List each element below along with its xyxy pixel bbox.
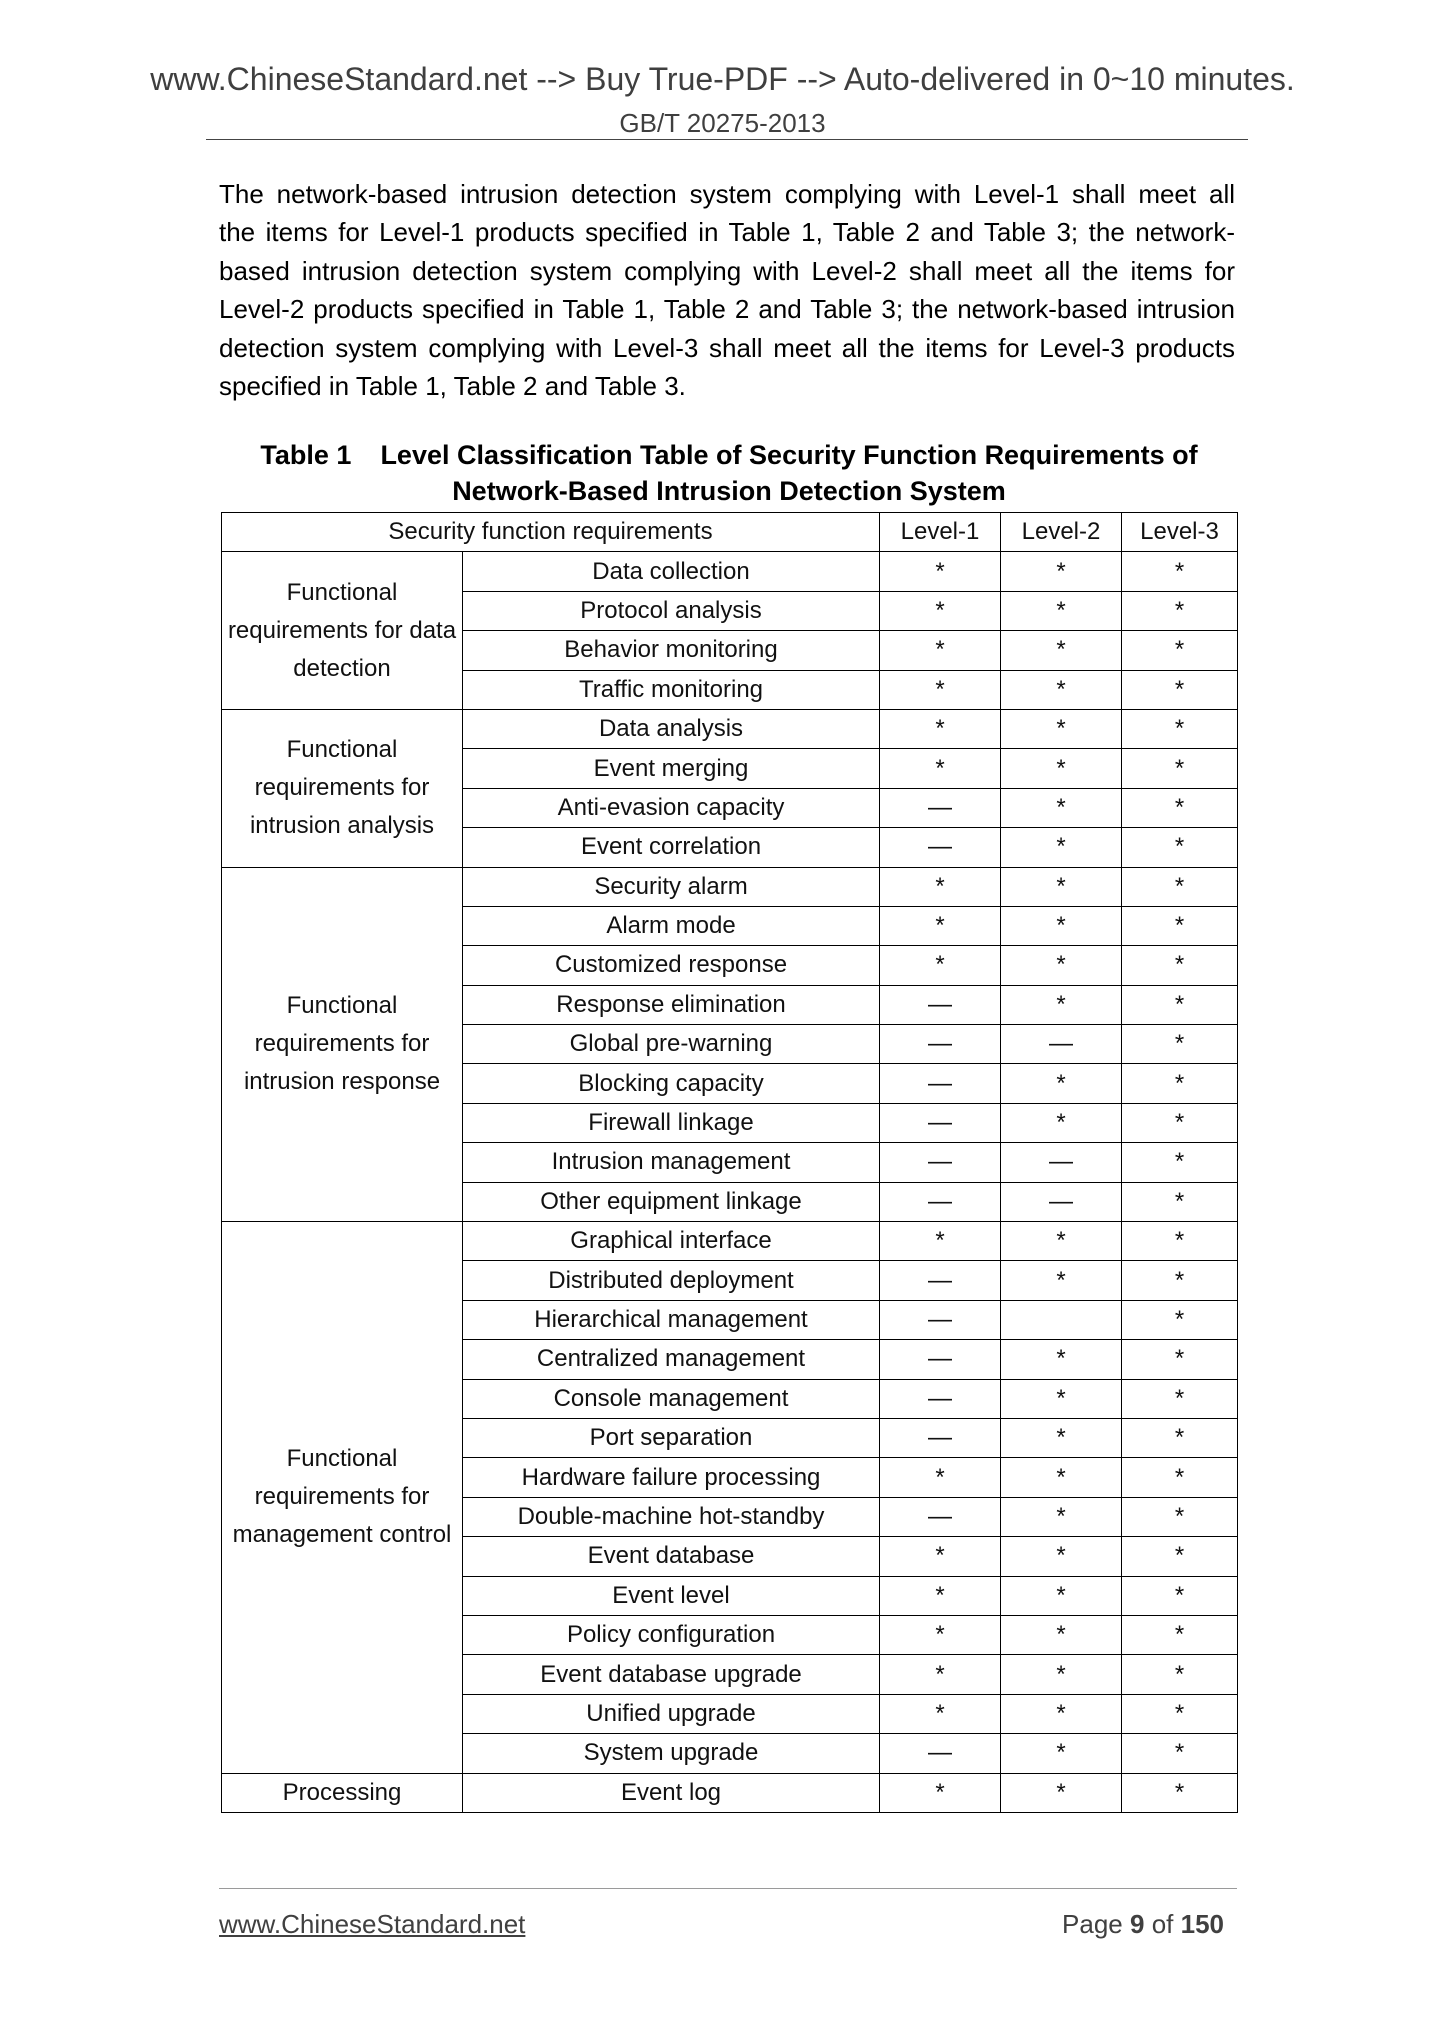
level-3-cell: * xyxy=(1122,1103,1238,1142)
level-1-cell: * xyxy=(880,1694,1001,1733)
level-3-cell: * xyxy=(1122,1537,1238,1576)
level-2-cell: — xyxy=(1001,1025,1122,1064)
requirement-item-cell: Behavior monitoring xyxy=(463,631,880,670)
level-2-cell: * xyxy=(1001,1576,1122,1615)
requirement-item-cell: Double-machine hot-standby xyxy=(463,1497,880,1536)
level-1-cell: — xyxy=(880,1340,1001,1379)
requirements-table xyxy=(221,512,1238,1813)
level-2-cell: * xyxy=(1001,1064,1122,1103)
intro-line: the items for Level-1 products specified in Table 1, Table 2 and Table 3; the network- xyxy=(219,217,1235,248)
requirement-item-cell: Hardware failure processing xyxy=(463,1458,880,1497)
level-2-cell: * xyxy=(1001,1261,1122,1300)
requirement-item-cell: Alarm mode xyxy=(463,906,880,945)
level-2-cell: * xyxy=(1001,1497,1122,1536)
column-header-requirements: Security function requirements xyxy=(222,513,880,552)
table-caption-line-1 xyxy=(221,437,1237,473)
level-1-cell: * xyxy=(880,709,1001,748)
level-1-cell: * xyxy=(880,1222,1001,1261)
level-1-cell: * xyxy=(880,906,1001,945)
level-3-cell: * xyxy=(1122,591,1238,630)
page-of: of xyxy=(1151,1909,1174,1939)
footer-site-link[interactable]: www.ChineseStandard.net xyxy=(219,1909,526,1939)
level-2-cell: * xyxy=(1001,591,1122,630)
category-cell: Functional requirements for intrusion analysis xyxy=(222,709,463,867)
requirement-item-cell: Unified upgrade xyxy=(463,1694,880,1733)
table-caption xyxy=(221,437,1237,509)
requirement-item-cell: Protocol analysis xyxy=(463,591,880,630)
level-1-cell: * xyxy=(880,1655,1001,1694)
level-3-cell: * xyxy=(1122,1497,1238,1536)
category-cell: Processing xyxy=(222,1773,463,1812)
level-3-cell: * xyxy=(1122,828,1238,867)
category-cell: Functional requirements for intrusion response xyxy=(222,867,463,1222)
requirement-item-cell: Distributed deployment xyxy=(463,1261,880,1300)
level-1-cell: — xyxy=(880,1418,1001,1457)
intro-line: Level-2 products specified in Table 1, Table 2 and Table 3; the network-based intrusion xyxy=(219,294,1235,325)
level-2-cell: * xyxy=(1001,1379,1122,1418)
intro-line: based intrusion detection system complying with Level-2 shall meet all the items for xyxy=(219,255,1235,286)
level-2-cell: * xyxy=(1001,1615,1122,1654)
level-2-cell: * xyxy=(1001,709,1122,748)
requirement-item-cell: Intrusion management xyxy=(463,1143,880,1182)
requirement-item-cell: Centralized management xyxy=(463,1340,880,1379)
level-1-cell: — xyxy=(880,985,1001,1024)
table-header-row xyxy=(222,513,1238,552)
footer-divider xyxy=(219,1888,1237,1889)
requirement-item-cell: Event database upgrade xyxy=(463,1655,880,1694)
level-2-cell: * xyxy=(1001,1222,1122,1261)
column-header-level-1: Level-1 xyxy=(880,513,1001,552)
requirement-item-cell: Event merging xyxy=(463,749,880,788)
level-1-cell: * xyxy=(880,591,1001,630)
level-1-cell: * xyxy=(880,867,1001,906)
level-3-cell: * xyxy=(1122,1261,1238,1300)
level-2-cell: * xyxy=(1001,749,1122,788)
level-3-cell: * xyxy=(1122,1694,1238,1733)
requirement-item-cell: Graphical interface xyxy=(463,1222,880,1261)
level-3-cell: * xyxy=(1122,709,1238,748)
requirement-item-cell: Firewall linkage xyxy=(463,1103,880,1142)
level-1-cell: * xyxy=(880,1458,1001,1497)
category-cell: Functional requirements for management control xyxy=(222,1222,463,1773)
requirement-item-cell: Event log xyxy=(463,1773,880,1812)
table-row xyxy=(222,709,1238,748)
requirement-item-cell: Hierarchical management xyxy=(463,1300,880,1339)
level-2-cell: * xyxy=(1001,1734,1122,1773)
table-caption-line-2: Network-Based Intrusion Detection System xyxy=(452,476,1006,506)
level-2-cell: * xyxy=(1001,946,1122,985)
intro-line: detection system complying with Level-3 shall meet all the items for Level-3 products xyxy=(219,332,1235,363)
level-2-cell: — xyxy=(1001,1182,1122,1221)
level-1-cell: — xyxy=(880,1379,1001,1418)
level-3-cell: * xyxy=(1122,631,1238,670)
level-3-cell: * xyxy=(1122,1615,1238,1654)
level-2-cell: * xyxy=(1001,1694,1122,1733)
requirement-item-cell: Event correlation xyxy=(463,828,880,867)
level-2-cell: * xyxy=(1001,828,1122,867)
level-1-cell: — xyxy=(880,828,1001,867)
level-3-cell: * xyxy=(1122,1222,1238,1261)
page-number: 9 xyxy=(1129,1909,1145,1939)
level-3-cell: * xyxy=(1122,867,1238,906)
level-3-cell: * xyxy=(1122,1379,1238,1418)
page-indicator xyxy=(1062,1908,1224,1940)
requirement-item-cell: Other equipment linkage xyxy=(463,1182,880,1221)
table-row xyxy=(222,552,1238,591)
requirement-item-cell: Security alarm xyxy=(463,867,880,906)
level-2-cell: * xyxy=(1001,1773,1122,1812)
header-divider xyxy=(206,139,1248,140)
level-1-cell: — xyxy=(880,1497,1001,1536)
level-1-cell: — xyxy=(880,1734,1001,1773)
table-caption-label: Table 1 xyxy=(260,440,352,470)
level-3-cell: * xyxy=(1122,1340,1238,1379)
level-1-cell: — xyxy=(880,1182,1001,1221)
table-row xyxy=(222,1222,1238,1261)
table-row xyxy=(222,867,1238,906)
level-3-cell: * xyxy=(1122,1655,1238,1694)
category-cell: Functional requirements for data detection xyxy=(222,552,463,710)
level-2-cell: * xyxy=(1001,631,1122,670)
table-body xyxy=(222,552,1238,1813)
document-code: GB/T 20275-2013 xyxy=(619,108,826,138)
level-3-cell: * xyxy=(1122,1025,1238,1064)
header-title[interactable]: www.ChineseStandard.net --> Buy True-PDF --> Auto-delivered in 0~10 minutes. xyxy=(150,61,1295,97)
level-1-cell: * xyxy=(880,670,1001,709)
requirement-item-cell: Global pre-warning xyxy=(463,1025,880,1064)
level-1-cell: * xyxy=(880,1615,1001,1654)
level-3-cell: * xyxy=(1122,1182,1238,1221)
requirement-item-cell: Console management xyxy=(463,1379,880,1418)
level-2-cell: * xyxy=(1001,985,1122,1024)
level-3-cell: * xyxy=(1122,906,1238,945)
requirement-item-cell: Response elimination xyxy=(463,985,880,1024)
level-3-cell: * xyxy=(1122,552,1238,591)
requirement-item-cell: Blocking capacity xyxy=(463,1064,880,1103)
level-1-cell: * xyxy=(880,552,1001,591)
level-1-cell: — xyxy=(880,1300,1001,1339)
level-2-cell: * xyxy=(1001,867,1122,906)
table-row xyxy=(222,1773,1238,1812)
level-3-cell: * xyxy=(1122,1300,1238,1339)
level-2-cell xyxy=(1001,1300,1122,1339)
level-1-cell: * xyxy=(880,631,1001,670)
requirement-item-cell: Event level xyxy=(463,1576,880,1615)
requirement-item-cell: System upgrade xyxy=(463,1734,880,1773)
level-3-cell: * xyxy=(1122,788,1238,827)
level-1-cell: — xyxy=(880,1103,1001,1142)
intro-line: The network-based intrusion detection system complying with Level-1 shall meet all xyxy=(219,179,1235,209)
table-caption-title: Level Classification Table of Security Function Requirements of xyxy=(380,440,1198,470)
level-3-cell: * xyxy=(1122,1418,1238,1457)
page-total: 150 xyxy=(1180,1909,1224,1939)
level-3-cell: * xyxy=(1122,1064,1238,1103)
level-1-cell: * xyxy=(880,1773,1001,1812)
requirement-item-cell: Port separation xyxy=(463,1418,880,1457)
level-2-cell: * xyxy=(1001,1340,1122,1379)
requirement-item-cell: Anti-evasion capacity xyxy=(463,788,880,827)
requirement-item-cell: Event database xyxy=(463,1537,880,1576)
level-2-cell: * xyxy=(1001,788,1122,827)
level-3-cell: * xyxy=(1122,946,1238,985)
level-1-cell: — xyxy=(880,1261,1001,1300)
page-label: Page xyxy=(1062,1909,1123,1939)
level-3-cell: * xyxy=(1122,749,1238,788)
column-header-level-2: Level-2 xyxy=(1001,513,1122,552)
level-1-cell: * xyxy=(880,749,1001,788)
requirement-item-cell: Traffic monitoring xyxy=(463,670,880,709)
level-2-cell: * xyxy=(1001,670,1122,709)
intro-line: specified in Table 1, Table 2 and Table 3. xyxy=(219,371,686,402)
level-1-cell: * xyxy=(880,946,1001,985)
level-1-cell: — xyxy=(880,1064,1001,1103)
level-3-cell: * xyxy=(1122,1143,1238,1182)
level-2-cell: * xyxy=(1001,1103,1122,1142)
intro-paragraph xyxy=(219,175,1235,405)
requirement-item-cell: Data analysis xyxy=(463,709,880,748)
level-1-cell: — xyxy=(880,788,1001,827)
level-2-cell: * xyxy=(1001,552,1122,591)
level-3-cell: * xyxy=(1122,1458,1238,1497)
level-3-cell: * xyxy=(1122,1576,1238,1615)
column-header-level-3: Level-3 xyxy=(1122,513,1238,552)
level-3-cell: * xyxy=(1122,1773,1238,1812)
level-2-cell: * xyxy=(1001,1655,1122,1694)
level-2-cell: * xyxy=(1001,906,1122,945)
level-3-cell: * xyxy=(1122,1734,1238,1773)
level-2-cell: — xyxy=(1001,1143,1122,1182)
level-3-cell: * xyxy=(1122,670,1238,709)
requirement-item-cell: Policy configuration xyxy=(463,1615,880,1654)
level-2-cell: * xyxy=(1001,1418,1122,1457)
level-1-cell: — xyxy=(880,1143,1001,1182)
level-1-cell: * xyxy=(880,1576,1001,1615)
level-2-cell: * xyxy=(1001,1458,1122,1497)
level-1-cell: * xyxy=(880,1537,1001,1576)
level-3-cell: * xyxy=(1122,985,1238,1024)
requirement-item-cell: Customized response xyxy=(463,946,880,985)
requirement-item-cell: Data collection xyxy=(463,552,880,591)
level-2-cell: * xyxy=(1001,1537,1122,1576)
level-1-cell: — xyxy=(880,1025,1001,1064)
